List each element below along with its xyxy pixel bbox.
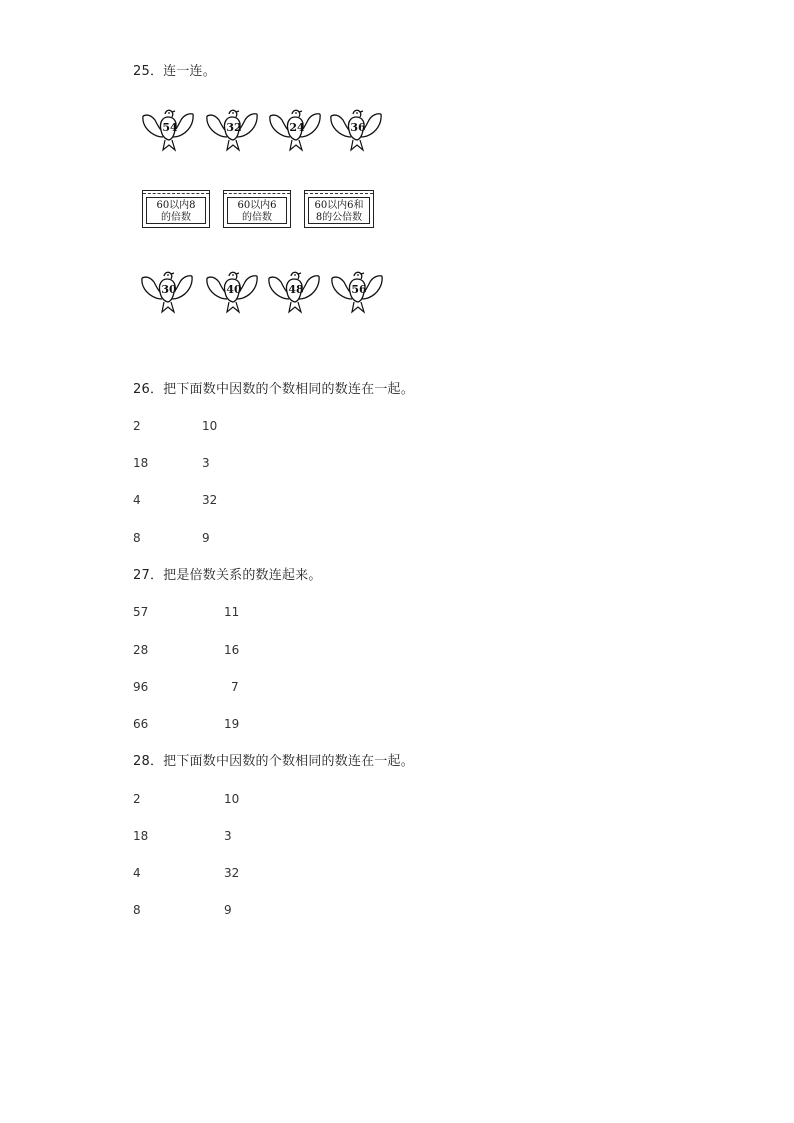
dove-number: 30 (161, 283, 177, 296)
dove-card[interactable] (203, 106, 261, 154)
dove-number: 54 (162, 121, 178, 134)
right-number[interactable]: 10 (202, 419, 218, 433)
dove-card[interactable] (327, 106, 385, 154)
right-number[interactable]: 9 (202, 531, 210, 545)
right-number[interactable]: 32 (224, 866, 240, 880)
right-number[interactable]: 19 (224, 717, 240, 731)
left-number[interactable]: 4 (133, 866, 141, 880)
right-number[interactable]: 9 (224, 903, 232, 917)
box-label-line2: 8的公倍数 (315, 212, 363, 223)
box-label (227, 197, 287, 224)
category-box[interactable] (142, 190, 210, 228)
dove-number: 24 (289, 121, 305, 134)
box-label-line1: 60以内6 (237, 200, 277, 211)
box-label-line1: 60以内6和 (314, 200, 364, 211)
dove-card[interactable] (138, 268, 196, 316)
box-label-line1: 60以内8 (156, 200, 196, 211)
category-box[interactable] (223, 190, 291, 228)
category-box[interactable] (304, 190, 374, 228)
box-label (146, 197, 206, 224)
box-label-line2: 的倍数 (161, 212, 191, 223)
left-number[interactable]: 2 (133, 419, 141, 433)
dove-card[interactable] (139, 106, 197, 154)
right-number[interactable]: 11 (224, 605, 240, 619)
right-number[interactable]: 7 (231, 680, 239, 694)
dove-card[interactable] (265, 268, 323, 316)
dove-number: 40 (226, 283, 242, 296)
q26-title: 26．把下面数中因数的个数相同的数连在一起。 (133, 382, 414, 397)
left-number[interactable]: 18 (133, 456, 149, 470)
right-number[interactable]: 3 (224, 829, 232, 843)
left-number[interactable]: 4 (133, 493, 141, 507)
dove-card[interactable] (266, 106, 324, 154)
right-number[interactable]: 32 (202, 493, 218, 507)
left-number[interactable]: 8 (133, 903, 141, 917)
q27-title: 27．把是倍数关系的数连起来。 (133, 568, 322, 583)
left-number[interactable]: 57 (133, 605, 149, 619)
dove-card[interactable] (203, 268, 261, 316)
box-lid (143, 193, 209, 194)
q28-title: 28．把下面数中因数的个数相同的数连在一起。 (133, 754, 414, 769)
left-number[interactable]: 66 (133, 717, 149, 731)
q25-title: 25．连一连。 (133, 64, 216, 79)
left-number[interactable]: 8 (133, 531, 141, 545)
left-number[interactable]: 28 (133, 643, 149, 657)
dove-number: 56 (351, 283, 367, 296)
right-number[interactable]: 16 (224, 643, 240, 657)
left-number[interactable]: 18 (133, 829, 149, 843)
dove-number: 48 (288, 283, 304, 296)
left-number[interactable]: 96 (133, 680, 149, 694)
dove-number: 32 (226, 121, 242, 134)
dove-card[interactable] (328, 268, 386, 316)
box-label (308, 197, 370, 224)
right-number[interactable]: 3 (202, 456, 210, 470)
left-number[interactable]: 2 (133, 792, 141, 806)
right-number[interactable]: 10 (224, 792, 240, 806)
box-lid (224, 193, 290, 194)
box-lid (305, 193, 373, 194)
box-label-line2: 的倍数 (242, 212, 272, 223)
dove-number: 36 (350, 121, 366, 134)
